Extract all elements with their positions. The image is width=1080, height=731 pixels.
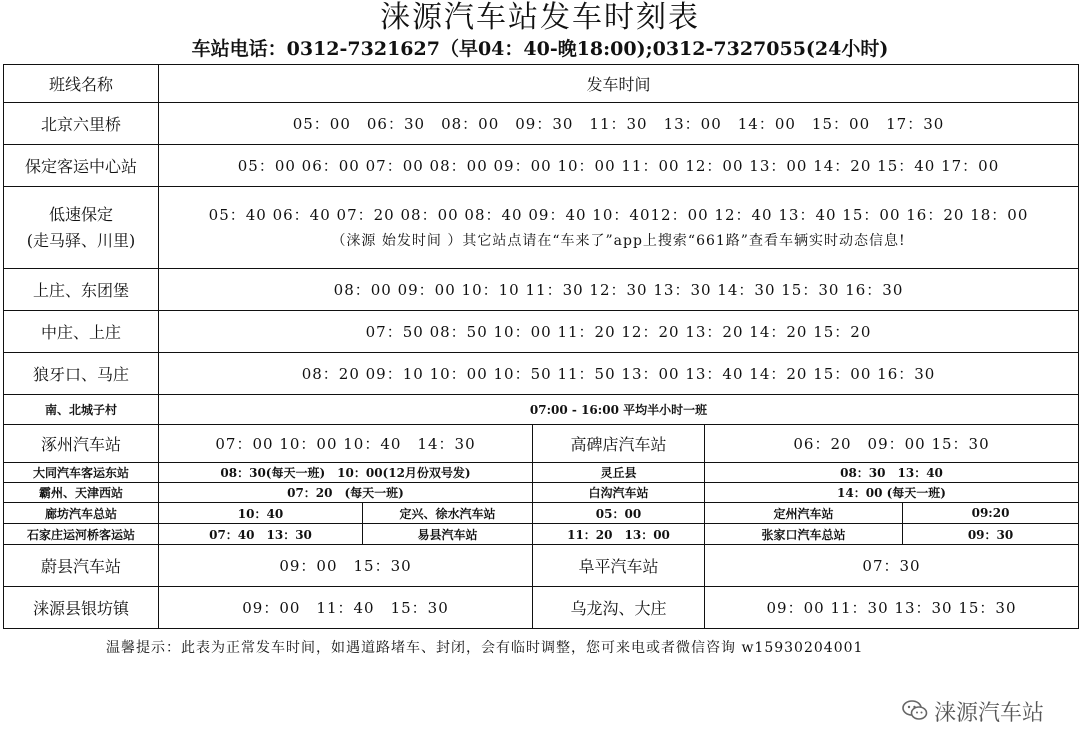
- route-times: 10：40: [159, 503, 363, 524]
- route-name: 狼牙口、马庄: [4, 353, 159, 395]
- table-row: [4, 395, 1079, 425]
- route-times: 07：00 10：00 10：40 14：30: [159, 425, 533, 463]
- route-name: 大同汽车客运东站: [4, 463, 159, 483]
- route-note: （涞源 始发时间 ）其它站点请在“车来了”app上搜索“661路”查看车辆实时动态信息!: [331, 232, 906, 249]
- schedule-table: [3, 64, 1079, 629]
- route-name: 上庄、东团堡: [4, 269, 159, 311]
- route-times: 07：40 13：30: [159, 524, 363, 545]
- table-row: [4, 353, 1079, 395]
- route-name: 北京六里桥: [4, 103, 159, 145]
- route-times: 09：00 11：30 13：30 15：30: [705, 587, 1079, 629]
- table-row: [4, 269, 1079, 311]
- route-name: 灵丘县: [533, 463, 705, 483]
- table-row: [4, 524, 1079, 545]
- route-times: 14：00 (每天一班): [705, 483, 1079, 503]
- route-times: 08：30(每天一班) 10：00(12月份双号发): [159, 463, 533, 483]
- table-row: [4, 463, 1079, 483]
- wechat-icon: [902, 699, 928, 729]
- route-name: 南、北城子村: [4, 395, 159, 425]
- route-name: 霸州、天津西站: [4, 483, 159, 503]
- table-row: [4, 103, 1079, 145]
- route-times: 08：00 09：00 10：10 11：30 12：30 13：30 14：30 15：30 16：30: [159, 269, 1079, 311]
- route-times: 09：30: [903, 524, 1079, 545]
- route-times: 09：00 15：30: [159, 545, 533, 587]
- route-times: 05：00 06：30 08：00 09：30 11：30 13：00 14：00 15：00 17：30: [159, 103, 1079, 145]
- route-times: 08：20 09：10 10：00 10：50 11：50 13：00 13：40 14：20 15：00 16：30: [159, 353, 1079, 395]
- route-times-line: 05：40 06：40 07：20 08：00 08：40 09：40 10：4012：00 12：40 13：40 15：00 16：20 18：00: [208, 205, 1029, 224]
- station-phones: 车站电话：0312-7321627（早04：40-晚18:00);0312-7327055(24小时): [191, 38, 889, 60]
- table-row: [4, 425, 1079, 463]
- route-times: 07:00 - 16:00 平均半小时一班: [159, 395, 1079, 425]
- footer-tip: 温馨提示：此表为正常发车时间，如遇道路堵车、封闭，会有临时调整，您可来电或者微信咨询 w15930204001: [106, 640, 864, 656]
- route-times: 09：00 11：40 15：30: [159, 587, 533, 629]
- route-name-via: (走马驿、川里): [26, 230, 136, 250]
- wechat-watermark: [902, 700, 1044, 728]
- route-times: 05：00 06：00 07：00 08：00 09：00 10：00 11：00 12：00 13：00 14：20 15：40 17：00: [159, 145, 1079, 187]
- table-header-row: [4, 65, 1079, 103]
- route-times: 07：50 08：50 10：00 11：20 12：20 13：20 14：20 15：20: [159, 311, 1079, 353]
- times-column-header: 发车时间: [159, 65, 1079, 103]
- route-name: 阜平汽车站: [533, 545, 705, 587]
- route-name: 保定客运中心站: [4, 145, 159, 187]
- route-name: 中庄、上庄: [4, 311, 159, 353]
- table-row: [4, 503, 1079, 524]
- route-times: 07：30: [705, 545, 1079, 587]
- table-row: [4, 145, 1079, 187]
- route-name: 蔚县汽车站: [4, 545, 159, 587]
- route-name: 定兴、徐水汽车站: [363, 503, 533, 524]
- route-name: 乌龙沟、大庄: [533, 587, 705, 629]
- route-name-line: 低速保定: [48, 204, 113, 224]
- route-times: 06：20 09：00 15：30: [705, 425, 1079, 463]
- route-times: 05：00: [533, 503, 705, 524]
- route-name: [4, 187, 159, 269]
- route-times: 08：30 13：40: [705, 463, 1079, 483]
- route-times: [159, 187, 1079, 269]
- route-name: 高碑店汽车站: [533, 425, 705, 463]
- table-row: [4, 187, 1079, 269]
- table-row: [4, 483, 1079, 503]
- page-title: 涞源汽车站发车时刻表: [380, 0, 700, 35]
- table-row: [4, 587, 1079, 629]
- route-name: 张家口汽车总站: [705, 524, 903, 545]
- route-name: 易县汽车站: [363, 524, 533, 545]
- route-times: 09:20: [903, 503, 1079, 524]
- route-column-header: 班线名称: [4, 65, 159, 103]
- route-name: 廊坊汽车总站: [4, 503, 159, 524]
- table-row: [4, 311, 1079, 353]
- route-times: 11：20 13：00: [533, 524, 705, 545]
- route-times: 07：20 (每天一班): [159, 483, 533, 503]
- watermark-label: 涞源汽车站: [933, 701, 1044, 726]
- route-name: 石家庄运河桥客运站: [4, 524, 159, 545]
- route-name: 定州汽车站: [705, 503, 903, 524]
- route-name: 涞源县银坊镇: [4, 587, 159, 629]
- route-name: 涿州汽车站: [4, 425, 159, 463]
- table-row: [4, 545, 1079, 587]
- route-name: 白沟汽车站: [533, 483, 705, 503]
